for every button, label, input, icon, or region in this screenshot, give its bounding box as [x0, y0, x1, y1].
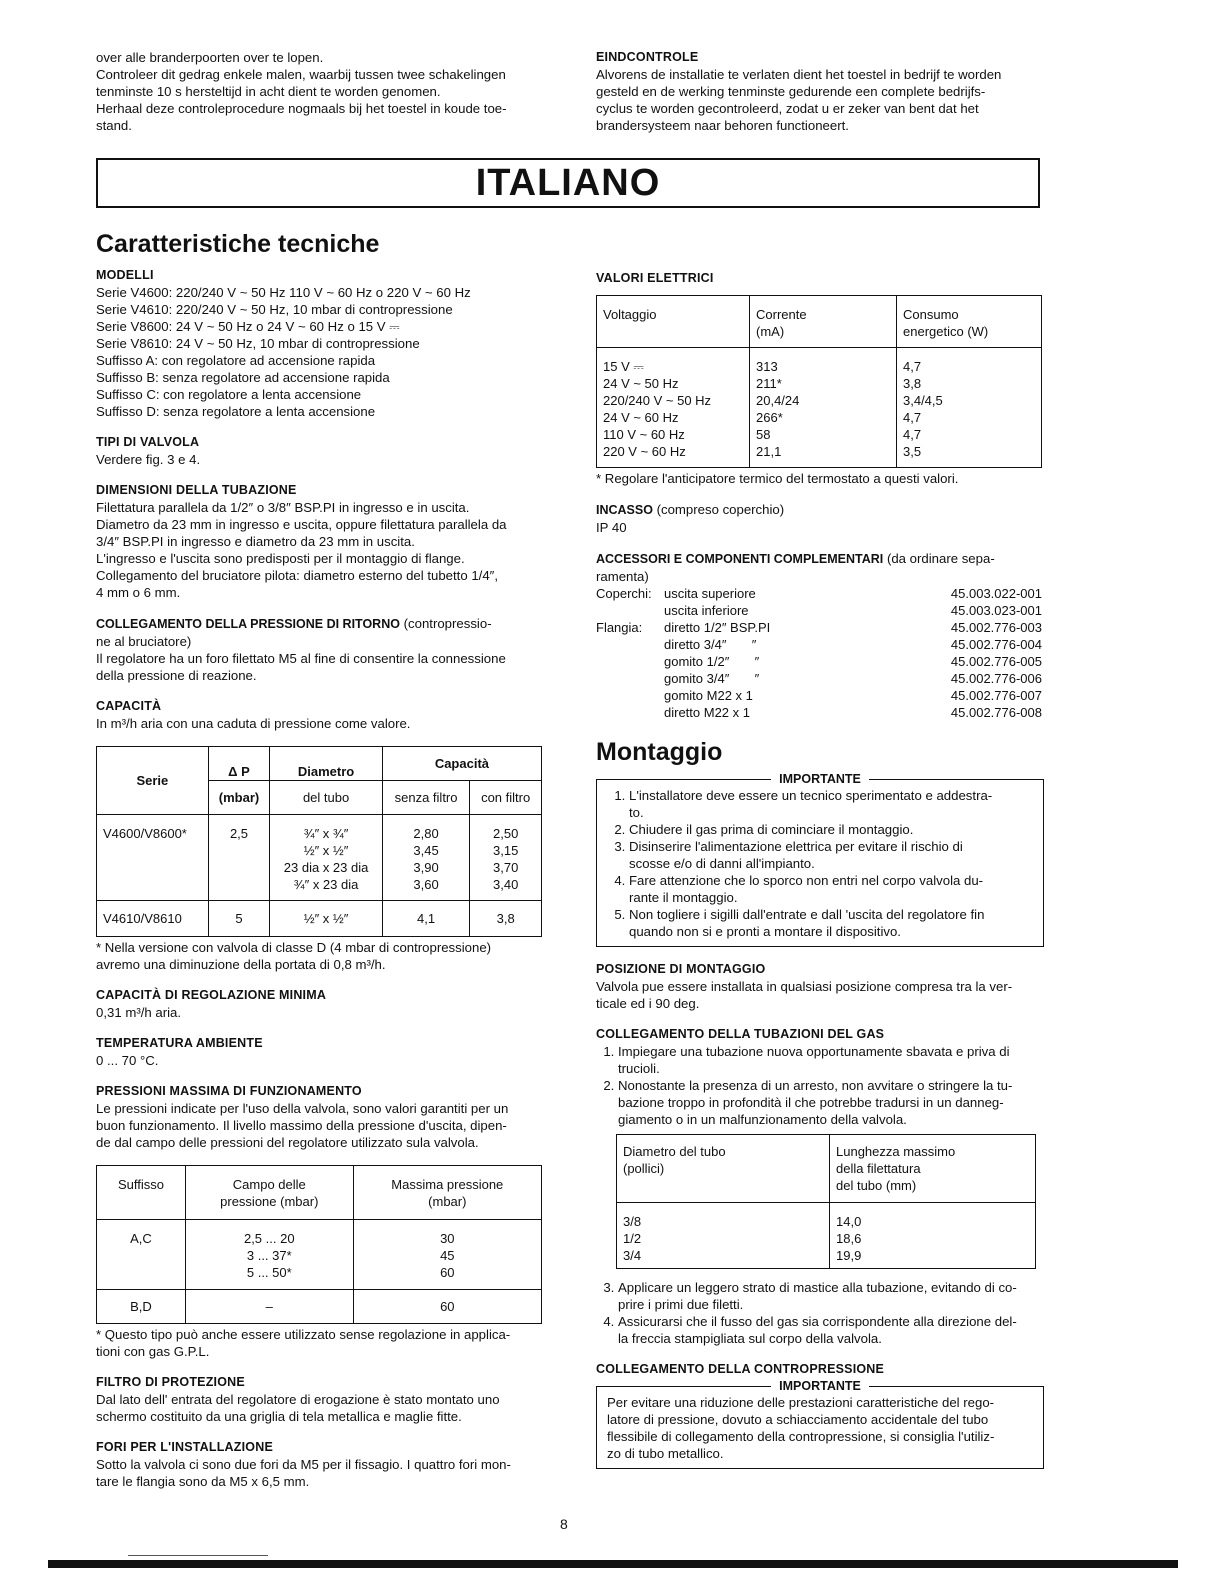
pressioni-table [96, 1165, 542, 1324]
temperatura-heading: TEMPERATURA AMBIENTE [96, 1036, 263, 1050]
accessori-code: 45.002.776-006 [950, 671, 1042, 686]
banner-title: ITALIANO [475, 162, 661, 204]
cell-corrente: 313 211* 20,4/24 266* 58 21,1 [750, 348, 897, 468]
th-diametro: Diametro [270, 747, 383, 781]
th-dp: Δ P [208, 747, 270, 781]
valori-section [596, 270, 1044, 487]
accessori-code: 45.002.776-008 [950, 705, 1042, 720]
th-suffisso: Suffisso [97, 1166, 186, 1220]
modelli-section [96, 267, 544, 420]
pressioni-note: * Questo tipo può anche essere utilizzato sense regolazione in applica- tioni con gas G.P.L. [96, 1327, 511, 1359]
th-corrente: Corrente (mA) [750, 296, 897, 348]
eindcontrole-heading: EINDCONTROLE [596, 50, 699, 64]
eindcontrole-section [596, 49, 1044, 134]
cell-suff-1: A,C [97, 1220, 186, 1290]
valori-note: * Regolare l'anticipatore termico del termostato a questi valori. [596, 471, 959, 486]
incasso-text: IP 40 [596, 520, 627, 535]
contro-text: Per evitare una riduzione delle prestazioni caratteristiche del rego- latore di pressione, dovuto a schiacciamento accidentale del tubo flessibile di collegamento della contropressione, si consiglia l'utiliz- zo di tubo metallico. [607, 1395, 995, 1461]
accessori-suffix: (da ordinare sepa- ramenta) [596, 551, 995, 584]
cell-senza-1: 2,80 3,45 3,90 3,60 [382, 815, 469, 901]
contro-importante-box [596, 1379, 1044, 1469]
pressioni-text: Le pressioni indicate per l'uso della valvola, sono valori garantiti per un buon funzionamento. Il livello massimo della pressione d'uscita, dipen- de dal campo delle pressioni del regolatore utilizzato sula valvola. [96, 1101, 509, 1150]
accessori-group [596, 687, 664, 704]
accessori-code: 45.002.776-003 [950, 620, 1042, 635]
temperatura-text: 0 ... 70 °C. [96, 1053, 159, 1068]
cell-consumo: 4,7 3,8 3,4/4,5 4,7 4,7 3,5 [897, 348, 1042, 468]
th-serie: Serie [97, 747, 209, 815]
list-item: 2. Nonostante la presenza di un arresto, non avvitare o stringere la tu- bazione troppo in profondità il che potrebbe tradursi in un danneg- giamento o in un malfunzionamento della valvola. [618, 1077, 1044, 1128]
accessori-heading-line [596, 550, 1044, 585]
caratteristiche-title: Caratteristiche tecniche [96, 230, 380, 258]
importante-title-wrap [597, 770, 1043, 788]
tipi-section [96, 434, 544, 468]
cell-serie-1: V4600/V8600* [97, 815, 209, 901]
dimensioni-text: Filettatura parallela da 1/2″ o 3/8″ BSP.PI in ingresso e in uscita. Diametro da 23 mm in ingresso e uscita, oppure filettatura parallela da 3/4″ BSP.PI in ingresso e diametro da 23 mm in uscita. L'ingresso e l'uscita sono predisposti per il montaggio di flange. Collegamento del bruciatore pilota: diametro esterno del tubetto 1/4″, 4 mm o 6 mm. [96, 500, 507, 600]
th-senza-filtro: senza filtro [382, 781, 469, 815]
filtro-section [96, 1374, 544, 1425]
th-dp-unit: (mbar) [208, 781, 270, 815]
accessori-group [596, 636, 664, 653]
capacita-table [96, 746, 542, 937]
posizione-text: Valvola pue essere installata in qualsiasi posizione compresa tra la ver- ticale ed i 90 deg. [596, 979, 1013, 1011]
collegamento-heading: COLLEGAMENTO DELLA PRESSIONE DI RITORNO [96, 617, 400, 631]
cell-max-2: 60 [353, 1290, 541, 1324]
importante-title: IMPORTANTE [771, 772, 869, 786]
cell-voltaggio: 15 V ⎓ 24 V ~ 50 Hz 220/240 V ~ 50 Hz 24 V ~ 60 Hz 110 V ~ 60 Hz 220 V ~ 60 Hz [597, 348, 750, 468]
minima-section [96, 987, 544, 1021]
cell-serie-2: V4610/V8610 [97, 901, 209, 937]
incasso-heading: INCASSO [596, 503, 653, 517]
page-number: 8 [560, 1516, 568, 1532]
cell-con-2: 3,8 [470, 901, 542, 937]
list-item: 4. Assicurarsi che il fusso del gas sia corrispondente alla direzione del- la freccia stampigliata sul corpo della valvola. [618, 1313, 1044, 1347]
footer-blue-rule [128, 1555, 268, 1556]
accessori-row [596, 653, 1042, 670]
posizione-heading: POSIZIONE DI MONTAGGIO [596, 962, 766, 976]
capacita-section [96, 698, 544, 973]
accessori-code: 45.002.776-005 [950, 654, 1042, 669]
th-del-tubo: del tubo [270, 781, 383, 815]
accessori-code: 45.003.023-001 [950, 603, 1042, 618]
montaggio-section [596, 737, 1044, 947]
list-item: 5. Non togliere i sigilli dall'entrate e dall 'uscita del regolatore fin quando non si e pronti a montare il dispositivo. [629, 906, 1033, 940]
th-voltaggio: Voltaggio [597, 296, 750, 348]
th-capacita: Capacità [382, 747, 541, 781]
cell-campo-1: 2,5 ... 20 3 ... 37* 5 ... 50* [185, 1220, 353, 1290]
gas-steps-a [596, 1043, 1044, 1128]
minima-text: 0,31 m³/h aria. [96, 1005, 182, 1020]
accessori-group [596, 653, 664, 670]
accessori-row [596, 687, 1042, 704]
dimensioni-section [96, 482, 544, 601]
eindcontrole-text: Alvorens de installatie te verlaten dient het toestel in bedrijf te worden gesteld en de werking tenminste gedurende een complete bedrijfs- cyclus te worden gecontroleerd, zodat u er zeker van bent dat het brandersysteem naar behoren functioneert. [596, 67, 1002, 133]
cell-dp-1: 2,5 [208, 815, 270, 901]
capacita-text: In m³/h aria con una caduta di pressione come valore. [96, 716, 411, 731]
dimensioni-heading: DIMENSIONI DELLA TUBAZIONE [96, 483, 297, 497]
accessori-row [596, 704, 1042, 721]
accessori-item: diretto 1/2″ BSP.PI [664, 620, 771, 635]
list-item: 3. Applicare un leggero strato di mastice alla tubazione, evitando di co- prire i primi due filetti. [618, 1279, 1044, 1313]
accessori-item: diretto 3/4″ ″ [664, 637, 757, 652]
contro-heading: COLLEGAMENTO DELLA CONTROPRESSIONE [596, 1362, 885, 1376]
accessori-item: uscita superiore [664, 586, 756, 601]
accessori-section [596, 550, 1044, 721]
cell-dp-2: 5 [208, 901, 270, 937]
collegamento-text: Il regolatore ha un foro filettato M5 al fine di consentire la connessione della pressione di reazione. [96, 651, 506, 683]
list-item: 1. L'installatore deve essere un tecnico sperimentato e addestra- to. [629, 787, 1033, 821]
list-item: 4. Fare attenzione che lo sporco non entri nel corpo valvola du- rante il montaggio. [629, 872, 1033, 906]
cell-lunghezza: 14,0 18,6 19,9 [830, 1203, 1036, 1269]
accessori-row [596, 602, 1042, 619]
valori-table [596, 295, 1042, 468]
temperatura-section [96, 1035, 544, 1069]
th-diametro-tubo: Diametro del tubo (pollici) [617, 1135, 830, 1203]
incasso-heading-line [596, 501, 1044, 519]
accessori-item: gomito 3/4″ ″ [664, 671, 760, 686]
accessori-table [596, 585, 1042, 721]
fori-text: Sotto la valvola ci sono due fori da M5 per il fissagio. I quattro fori mon- tare le flangia sono da M5 x 6,5 mm. [96, 1457, 511, 1489]
accessori-group [596, 602, 664, 619]
contro-section [596, 1361, 1044, 1469]
fori-section [96, 1439, 544, 1490]
fori-heading: FORI PER L'INSTALLAZIONE [96, 1440, 273, 1454]
valori-heading: VALORI ELETTRICI [596, 271, 714, 285]
cell-diam-1: ¾″ x ¾″ ½″ x ½″ 23 dia x 23 dia ¾″ x 23 dia [270, 815, 383, 901]
accessori-group: Coperchi: [596, 586, 652, 601]
accessori-row [596, 670, 1042, 687]
th-con-filtro: con filtro [470, 781, 542, 815]
filtro-heading: FILTRO DI PROTEZIONE [96, 1375, 245, 1389]
collegamento-suffix: (contropressio- ne al bruciatore) [96, 616, 492, 649]
incasso-section [596, 501, 1044, 536]
th-lunghezza: Lunghezza massimo della filettatura del tubo (mm) [830, 1135, 1036, 1203]
gas-steps-b [596, 1279, 1044, 1347]
accessori-item: gomito M22 x 1 [664, 688, 753, 703]
cell-diam-2: ½″ x ½″ [270, 901, 383, 937]
accessori-code: 45.003.022-001 [950, 586, 1042, 601]
cell-con-1: 2,50 3,15 3,70 3,40 [470, 815, 542, 901]
th-campo: Campo delle pressione (mbar) [185, 1166, 353, 1220]
accessori-code: 45.002.776-004 [950, 637, 1042, 652]
incasso-suffix: (compreso coperchio) [652, 502, 785, 517]
accessori-row [596, 636, 1042, 653]
cell-campo-2: – [185, 1290, 353, 1324]
cell-diam-tubo: 3/8 1/2 3/4 [617, 1203, 830, 1269]
cell-senza-2: 4,1 [382, 901, 469, 937]
collegamento-heading-line [96, 615, 544, 650]
posizione-section [596, 961, 1044, 1012]
gas-section [596, 1026, 1044, 1347]
collegamento-section [96, 615, 544, 684]
accessori-item: uscita inferiore [664, 603, 749, 618]
accessori-row [596, 619, 1042, 636]
right-column [596, 270, 1044, 1469]
cell-suff-2: B,D [97, 1290, 186, 1324]
th-consumo: Consumo energetico (W) [897, 296, 1042, 348]
top-left-paragraph [96, 49, 544, 134]
accessori-heading: ACCESSORI E COMPONENTI COMPLEMENTARI [596, 552, 884, 566]
capacita-heading: CAPACITÀ [96, 699, 162, 713]
tubo-table [616, 1134, 1036, 1269]
minima-heading: CAPACITÀ DI REGOLAZIONE MINIMA [96, 988, 327, 1002]
contro-importante-title: IMPORTANTE [771, 1379, 869, 1393]
modelli-heading: MODELLI [96, 268, 154, 282]
montaggio-steps [607, 787, 1033, 940]
cell-max-1: 30 45 60 [353, 1220, 541, 1290]
list-item: 2. Chiudere il gas prima di cominciare il montaggio. [629, 821, 1033, 838]
caratteristiche-column [96, 229, 544, 1490]
accessori-item: gomito 1/2″ ″ [664, 654, 760, 669]
language-banner [96, 158, 1040, 208]
modelli-text: Serie V4600: 220/240 V ~ 50 Hz 110 V ~ 60 Hz o 220 V ~ 60 Hz Serie V4610: 220/240 V ~ 50 Hz, 10 mbar di contropressione Serie V8600: 24 V ~ 50 Hz o 24 V ~ 60 Hz o 15 V ⎓ Serie V8610: 24 V ~ 50 Hz, 10 mbar di contropressione Suffisso A: con regolatore ad accensione rapida Suffisso B: senza regolatore ad accensione rapida Suffisso C: con regolatore a lenta accensione Suffisso D: senza regolatore a lenta accensione [96, 285, 471, 419]
list-item: 1. Impiegare una tubazione nuova opportunamente sbavata e priva di trucioli. [618, 1043, 1044, 1077]
accessori-group [596, 670, 664, 687]
top-left-text: over alle branderpoorten over te lopen. Controleer dit gedrag enkele malen, waarbij tussen twee schakelingen tenminste 10 s hersteltijd in acht dient te worden genomen. Herhaal deze controleprocedure nogmaals bij het toestel in koude toe- stand. [96, 50, 507, 133]
accessori-group: Flangia: [596, 620, 643, 635]
capacita-note: * Nella versione con valvola di classe D (4 mbar di contropressione) avremo una diminuzione della portata di 0,8 m³/h. [96, 940, 492, 972]
importante-box [596, 772, 1044, 947]
tipi-text: Verdere fig. 3 e 4. [96, 452, 201, 467]
pressioni-section [96, 1083, 544, 1360]
accessori-row [596, 585, 1042, 602]
accessori-group [596, 704, 664, 721]
tipi-heading: TIPI DI VALVOLA [96, 435, 200, 449]
list-item: 3. Disinserire l'alimentazione elettrica per evitare il rischio di scosse e/o di danni all'impianto. [629, 838, 1033, 872]
montaggio-title: Montaggio [596, 738, 723, 766]
filtro-text: Dal lato dell' entrata del regolatore di erogazione è stato montato uno schermo costituito da una griglia di tela metallica e maglie fitte. [96, 1392, 500, 1424]
gas-heading: COLLEGAMENTO DELLA TUBAZIONI DEL GAS [596, 1027, 885, 1041]
pressioni-heading: PRESSIONI MASSIMA DI FUNZIONAMENTO [96, 1084, 362, 1098]
contro-importante-title-wrap [597, 1377, 1043, 1395]
th-massima: Massima pressione (mbar) [353, 1166, 541, 1220]
accessori-item: diretto M22 x 1 [664, 705, 750, 720]
accessori-code: 45.002.776-007 [950, 688, 1042, 703]
footer-bar [48, 1560, 1178, 1568]
